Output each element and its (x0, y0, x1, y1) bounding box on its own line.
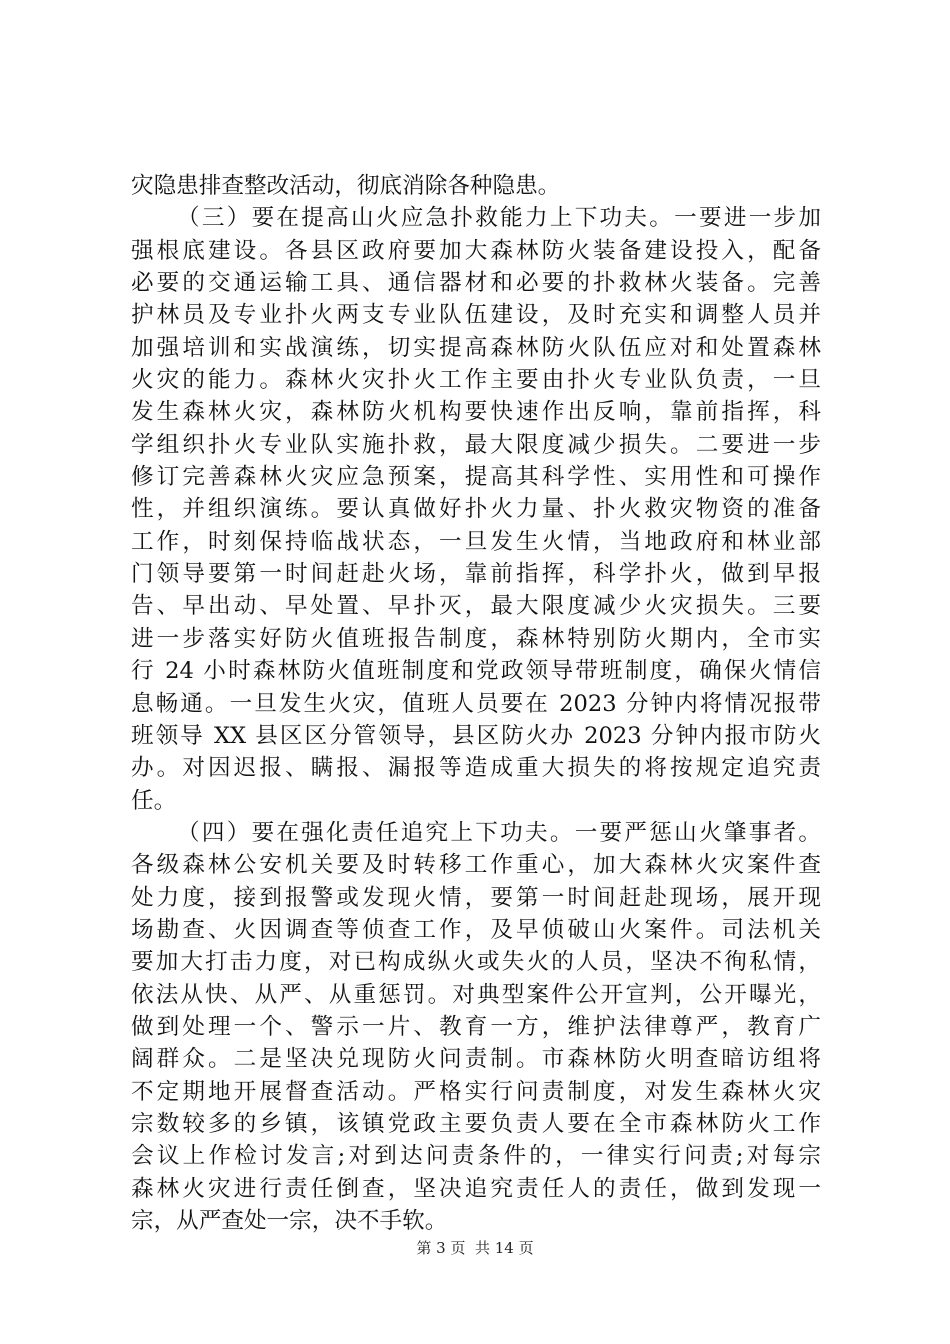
text-line: 进一步落实好防火值班报告制度，森林特别防火期内，全市实 (131, 625, 821, 652)
text-line: 强根底建设。各县区政府要加大森林防火装备建设投入，配备 (131, 237, 821, 264)
text-line: 息畅通。一旦发生火灾，值班人员要在 2023 分钟内将情况报带 (131, 690, 821, 717)
text-line: 灾隐患排查整改活动，彻底消除各种隐患。 (131, 173, 561, 199)
text-line: 性，并组织演练。要认真做好扑火力量、扑火救灾物资的准备 (131, 496, 821, 523)
text-line: 宗，从严查处一宗，决不手软。 (131, 1208, 448, 1234)
page-total: 共 14 页 (475, 1239, 534, 1257)
text-line: 阔群众。二是坚决兑现防火问责制。市森林防火明查暗访组将 (131, 1046, 821, 1073)
text-line: 森林火灾进行责任倒查，坚决追究责任人的责任，做到发现一 (131, 1175, 821, 1202)
text-line: 会议上作检讨发言;对到达问责条件的，一律实行问责;对每宗 (131, 1143, 821, 1170)
text-line: 学组织扑火专业队实施扑救，最大限度减少损失。二要进一步 (131, 431, 821, 458)
text-line: 班领导 XX 县区区分管领导，县区防火办 2023 分钟内报市防火 (131, 722, 821, 749)
text-line: 护林员及专业扑火两支专业队伍建设，及时充实和调整人员并 (131, 302, 821, 329)
text-line: 工作，时刻保持临战状态，一旦发生火情，当地政府和林业部 (131, 528, 821, 555)
text-line: 处力度，接到报警或发现火情，要第一时间赶赴现场，展开现 (131, 884, 821, 911)
text-line: 办。对因迟报、瞒报、漏报等造成重大损失的将按规定追究责 (131, 755, 821, 782)
text-line: 依法从快、从严、从重惩罚。对典型案件公开宣判，公开曝光， (131, 981, 821, 1008)
text-line: 任。 (131, 787, 177, 814)
text-line: 火灾的能力。森林火灾扑火工作主要由扑火专业队负责，一旦 (131, 367, 821, 394)
text-line: 发生森林火灾，森林防火机构要快速作出反响，靠前指挥，科 (131, 399, 821, 426)
text-line: 做到处理一个、警示一片、教育一方，维护法律尊严，教育广 (131, 1013, 821, 1040)
document-body (131, 170, 821, 1237)
text-line: 告、早出动、早处置、早扑灭，最大限度减少火灾损失。三要 (131, 593, 821, 620)
text-line: 行 24 小时森林防火值班制度和党政领导带班制度，确保火情信 (131, 658, 821, 685)
text-line: 加强培训和实战演练，切实提高森林防火队伍应对和处置森林 (131, 334, 821, 361)
page-footer (0, 1238, 950, 1258)
text-line: 修订完善森林火灾应急预案，提高其科学性、实用性和可操作 (131, 464, 821, 491)
paragraph-start-line: （四）要在强化责任追究上下功夫。一要严惩山火肇事者。 (177, 819, 821, 846)
text-line: 必要的交通运输工具、通信器材和必要的扑救林火装备。完善 (131, 270, 821, 297)
text-line: 不定期地开展督查活动。严格实行问责制度，对发生森林火灾 (131, 1078, 821, 1105)
text-line: 各级森林公安机关要及时转移工作重心，加大森林火灾案件查 (131, 852, 821, 879)
paragraph-start-line: （三）要在提高山火应急扑救能力上下功夫。一要进一步加 (177, 205, 821, 232)
text-line: 宗数较多的乡镇，该镇党政主要负责人要在全市森林防火工作 (131, 1110, 821, 1137)
text-line: 要加大打击力度，对已构成纵火或失火的人员，坚决不徇私情， (131, 949, 821, 976)
text-line: 门领导要第一时间赶赴火场，靠前指挥，科学扑火，做到早报 (131, 561, 821, 588)
text-line: 场勘查、火因调查等侦查工作，及早侦破山火案件。司法机关 (131, 916, 821, 943)
page-number: 第 3 页 (416, 1239, 466, 1257)
